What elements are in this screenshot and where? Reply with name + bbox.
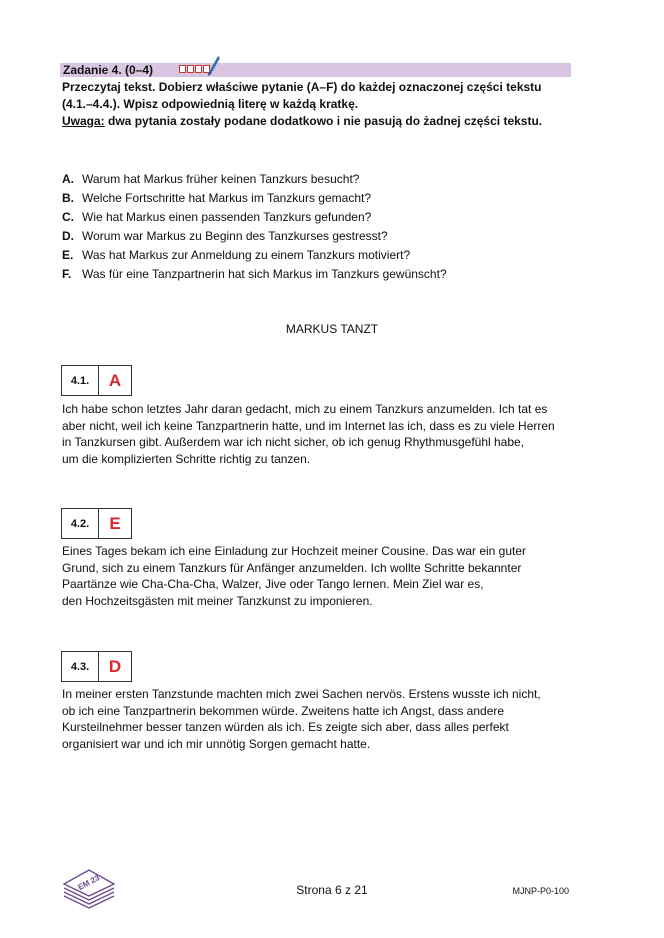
- warning-line: [62, 113, 582, 130]
- answer-box-4-3: [61, 651, 132, 682]
- answer-box-4-2: [61, 508, 132, 539]
- text-line: Ich habe schon letztes Jahr daran gedacht, mich zu einem Tanzkurs anzumelden. Ich tat es: [62, 402, 548, 416]
- warning-label: Uwaga:: [62, 114, 105, 128]
- pen-icon: [207, 55, 221, 77]
- question-letter: A.: [62, 172, 74, 186]
- question-text: Warum hat Markus früher keinen Tanzkurs besucht?: [82, 172, 360, 186]
- text-line: um die komplizierten Schritte richtig zu tanzen.: [62, 451, 311, 466]
- question-letter: E.: [62, 248, 74, 262]
- score-box: [195, 65, 202, 73]
- section-text-4-1: [62, 401, 582, 467]
- section-number: 4.1.: [62, 366, 99, 395]
- instruction-line: (4.1.–4.4.). Wpisz odpowiednią literę w każdą kratkę.: [62, 97, 359, 111]
- answer-letter[interactable]: A: [108, 370, 122, 390]
- page-number: Strona 6 z 21: [296, 883, 368, 897]
- text-title: MARKUS TANZT: [285, 322, 379, 336]
- section-text-4-3: [62, 686, 582, 752]
- task-header-bar: [60, 63, 571, 77]
- answer-letter[interactable]: E: [109, 513, 121, 533]
- question-letter: D.: [62, 229, 74, 243]
- task-title: Zadanie 4. (0–4): [63, 63, 154, 77]
- question-item: [62, 189, 582, 208]
- question-text: Worum war Markus zu Beginn des Tanzkurses gestresst?: [82, 229, 388, 243]
- question-text: Wie hat Markus einen passenden Tanzkurs gefunden?: [82, 210, 372, 224]
- section-number: 4.3.: [62, 652, 99, 681]
- task-instructions: [62, 79, 582, 130]
- text-line: organisiert war und ich mir unnötig Sorgen gemacht hatte.: [62, 736, 371, 751]
- text-line: den Hochzeitsgästen mit meiner Tanzkunst zu imponieren.: [62, 593, 373, 608]
- instruction-line: Przeczytaj tekst. Dobierz właściwe pytanie (A–F) do każdej oznaczonej części tekstu: [62, 80, 542, 94]
- text-line: Grund, sich zu einem Tanzkurs für Anfänger anzumelden. Ich wollte Schritte bekannter: [62, 560, 522, 575]
- score-box: [187, 65, 194, 73]
- question-item: [62, 265, 582, 284]
- section-number: 4.2.: [62, 509, 99, 538]
- question-item: [62, 227, 582, 246]
- question-letter: B.: [62, 191, 74, 205]
- answer-letter[interactable]: D: [108, 656, 122, 676]
- text-line: In meiner ersten Tanzstunde machten mich zwei Sachen nervös. Erstens wusste ich nicht,: [62, 687, 541, 701]
- question-letter: C.: [62, 210, 74, 224]
- text-line: ob ich eine Tanzpartnerin bekommen würde. Zweitens hatte ich Angst, dass andere: [62, 703, 505, 718]
- text-line: Eines Tages bekam ich eine Einladung zur Hochzeit meiner Cousine. Das war ein guter: [62, 544, 527, 558]
- score-box: [179, 65, 186, 73]
- text-line: aber nicht, weil ich keine Tanzpartnerin hatte, und im Internet las ich, dass es zu viele Herren: [62, 418, 555, 433]
- question-list: [62, 170, 582, 284]
- question-letter: F.: [62, 267, 72, 281]
- question-item: [62, 170, 582, 189]
- answer-box-4-1: [61, 365, 132, 396]
- question-item: [62, 208, 582, 227]
- section-text-4-2: [62, 543, 582, 609]
- exam-code: MJNP-P0-100: [512, 886, 569, 896]
- warning-text: dwa pytania zostały podane dodatkowo i nie pasują do żadnej części tekstu.: [104, 114, 543, 128]
- text-line: in Tanzkursen gibt. Außerdem war ich nicht sicher, ob ich genug Rhythmusgefühl habe,: [62, 435, 525, 449]
- question-text: Was für eine Tanzpartnerin hat sich Markus im Tanzkurs gewünscht?: [82, 267, 447, 281]
- logo-text: EM 23: [76, 873, 102, 892]
- text-line: Kursteilnehmer besser tanzen würden als ich. Es zeigte sich aber, dass alles perfekt: [62, 720, 509, 734]
- question-text: Was hat Markus zur Anmeldung zu einem Tanzkurs motiviert?: [82, 248, 411, 262]
- text-line: Paartänze wie Cha-Cha-Cha, Walzer, Jive oder Tango lernen. Mein Ziel war es,: [62, 577, 484, 591]
- question-text: Welche Fortschritte hat Markus im Tanzkurs gemacht?: [82, 191, 371, 205]
- question-item: [62, 246, 582, 265]
